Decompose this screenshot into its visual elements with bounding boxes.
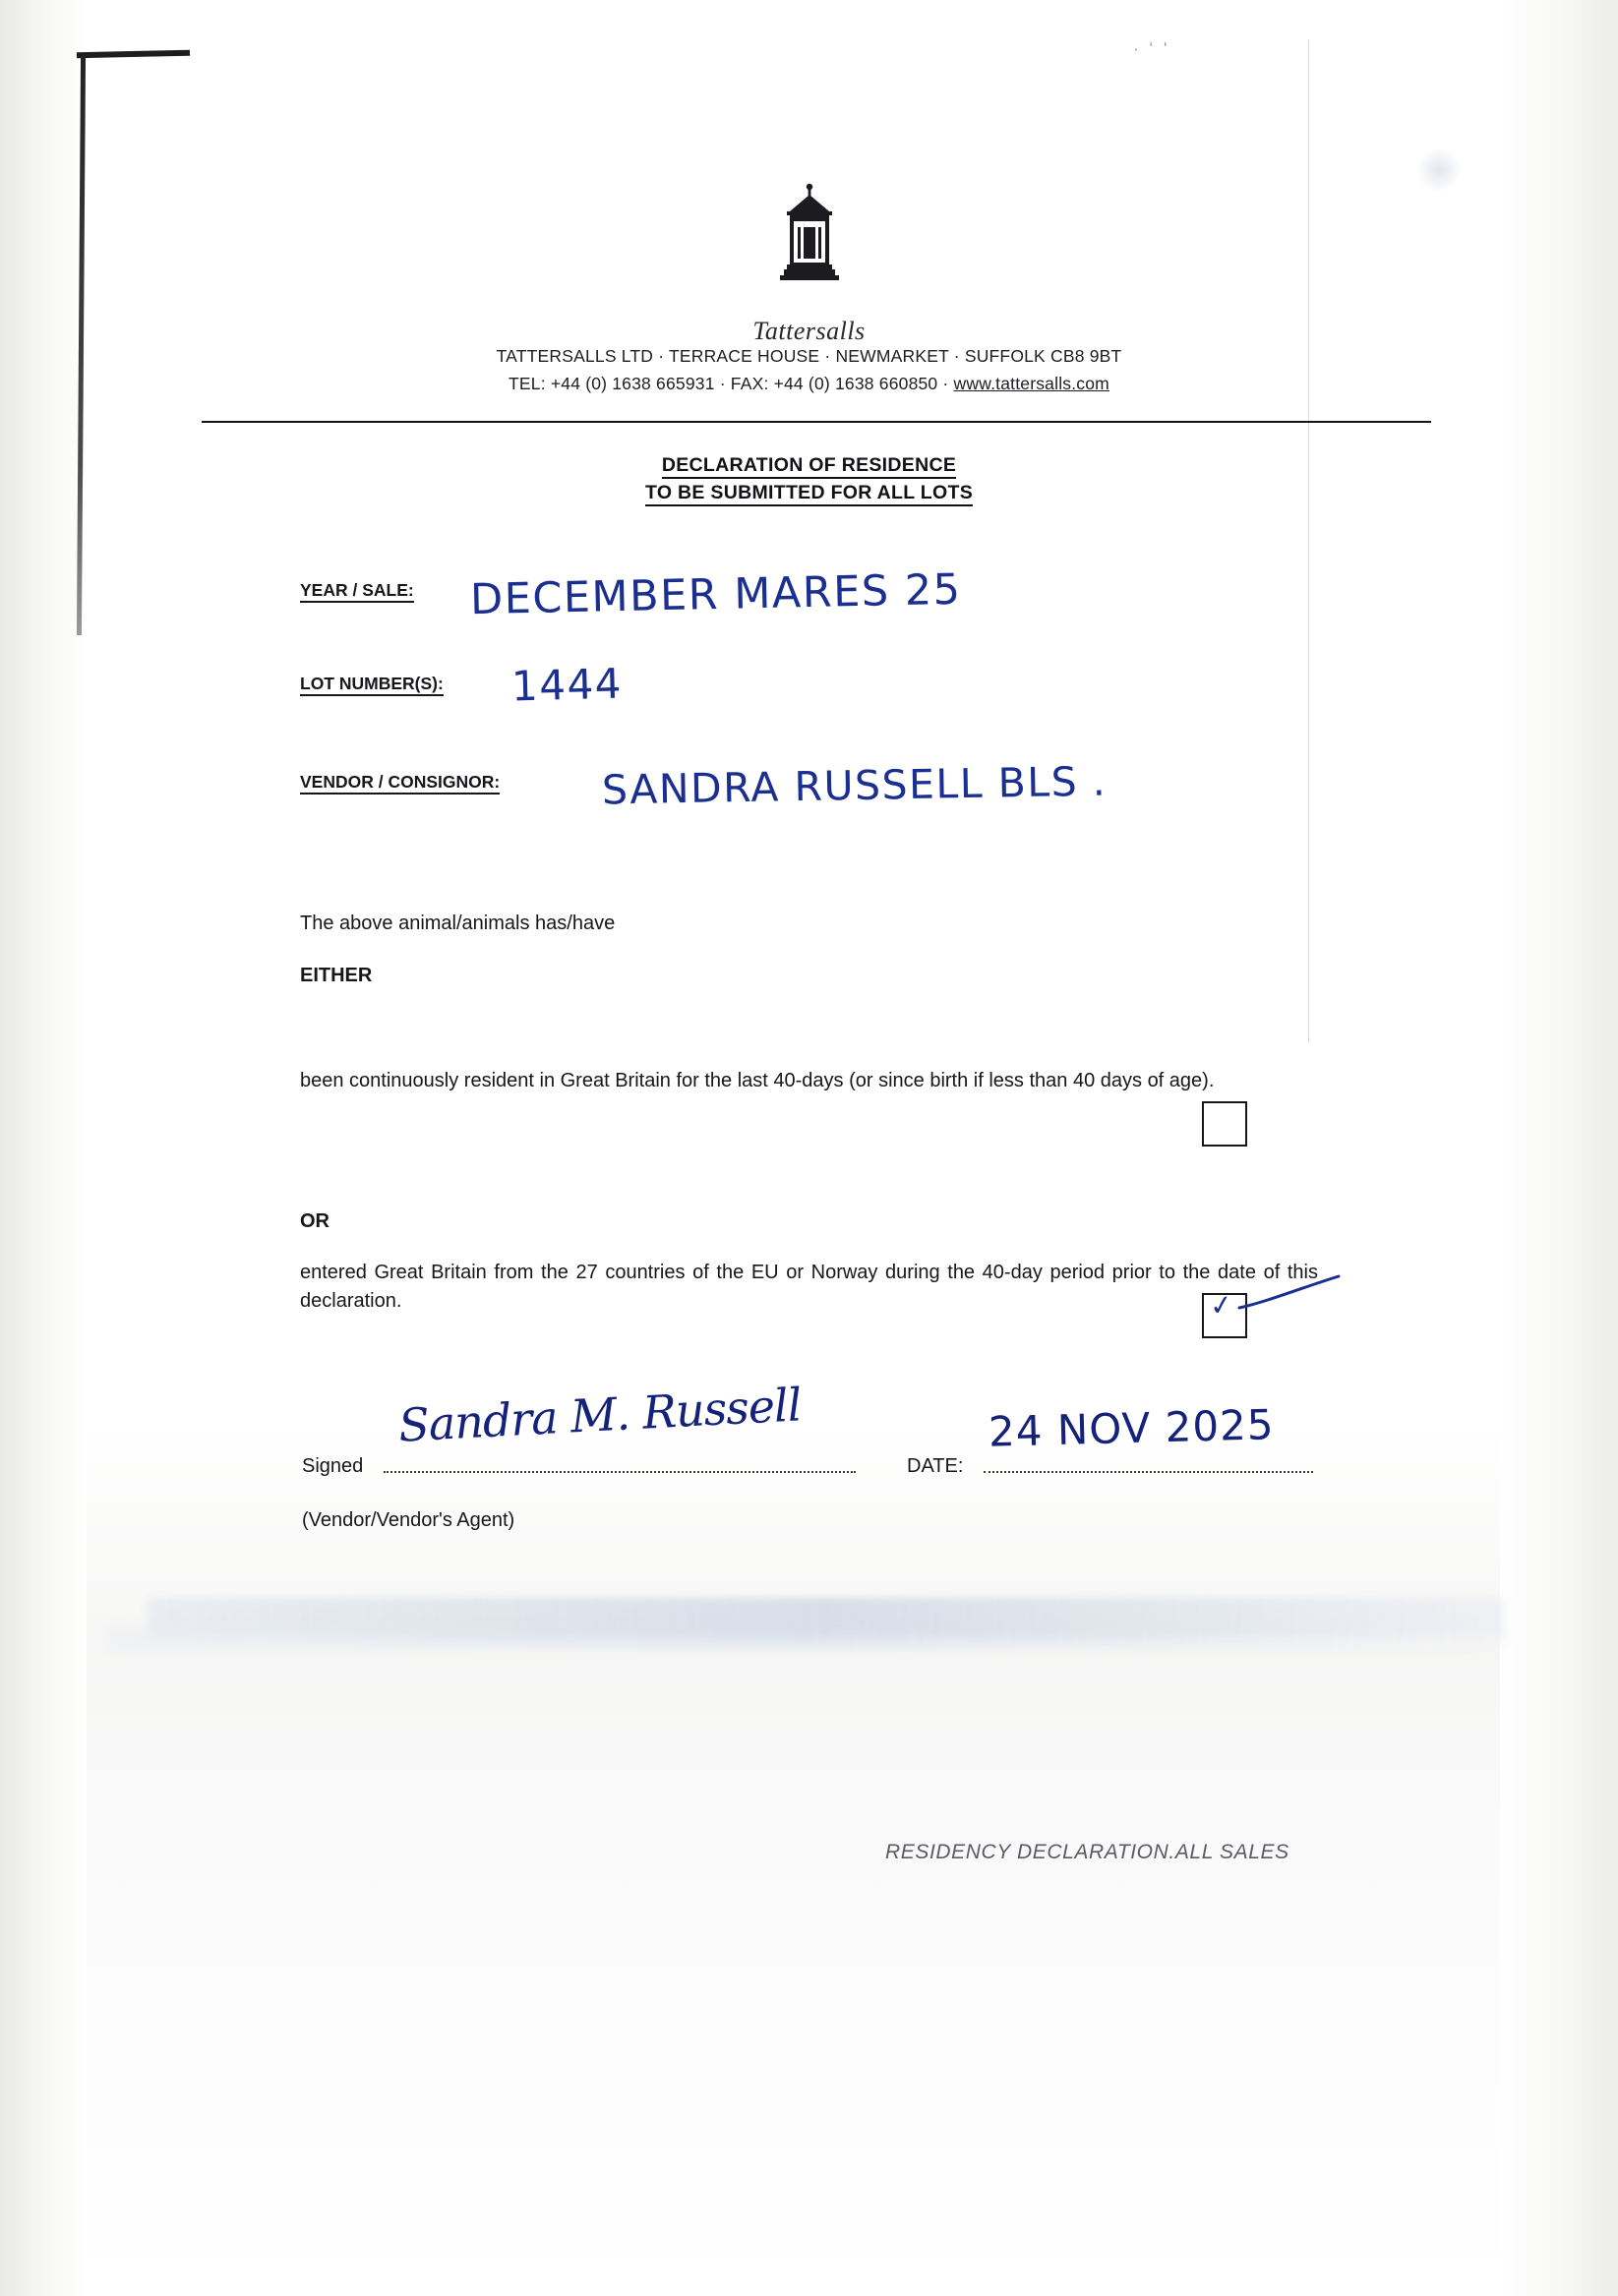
company-phone-fax: TEL: +44 (0) 1638 665931 · FAX: +44 (0) 1638 660850 · [509, 374, 954, 393]
scan-artifact-band-2 [108, 1627, 1505, 1649]
option-1-checkbox[interactable] [1202, 1101, 1247, 1147]
option-2-text: entered Great Britain from the 27 countries of the EU or Norway during the 40-day period prior to the date of this declaration. [300, 1262, 1318, 1312]
signature-value: Sandra M. Russell [396, 1378, 803, 1452]
logo-wordmark: Tattersalls [752, 317, 866, 345]
date-line[interactable] [984, 1471, 1313, 1473]
field-year-sale-value: DECEMBER MARES 25 [469, 564, 963, 625]
lantern-icon [760, 182, 859, 315]
checkmark-flourish-icon [1237, 1274, 1341, 1312]
either-label: EITHER [300, 965, 373, 986]
document-title-line1 [0, 454, 1618, 477]
field-vendor-consignor-value: SANDRA RUSSELL BLS . [601, 757, 1108, 814]
document-title-line1-text: DECLARATION OF RESIDENCE [662, 454, 956, 479]
field-vendor-consignor-label: VENDOR / CONSIGNOR: [300, 772, 500, 795]
top-page-mark: · ʻ ʻ [1133, 39, 1170, 58]
field-lot-number-label: LOT NUMBER(S): [300, 674, 444, 696]
or-label: OR [300, 1210, 330, 1232]
tattersalls-logo [0, 182, 1618, 346]
field-vendor-consignor [300, 772, 500, 795]
header-divider [202, 421, 1431, 423]
signature-line[interactable] [384, 1471, 856, 1473]
document-title-line2-text: TO BE SUBMITTED FOR ALL LOTS [645, 482, 973, 506]
footer-reference: RESIDENCY DECLARATION.ALL SALES [885, 1841, 1289, 1863]
date-value: 24 NOV 2025 [988, 1400, 1276, 1456]
field-lot-number [300, 674, 444, 696]
signature-caption: (Vendor/Vendor's Agent) [302, 1509, 515, 1531]
field-lot-number-value: 1444 [510, 659, 624, 711]
company-website: www.tattersalls.com [953, 374, 1109, 393]
field-year-sale-label: YEAR / SALE: [300, 580, 414, 603]
field-year-sale [300, 580, 414, 603]
signed-label: Signed [302, 1455, 364, 1477]
date-label: DATE: [907, 1455, 964, 1477]
document-title-line2 [0, 482, 1618, 504]
company-address: TATTERSALLS LTD · TERRACE HOUSE · NEWMARKET · SUFFOLK CB8 9BT [496, 346, 1122, 366]
option-1-text: been continuously resident in Great Britain for the last 40-days (or since birth if less than 40 days of age). [300, 1070, 1215, 1091]
checkmark-icon: ✓ [1207, 1287, 1235, 1324]
company-contact [0, 374, 1618, 394]
statement-intro: The above animal/animals has/have [300, 913, 616, 934]
